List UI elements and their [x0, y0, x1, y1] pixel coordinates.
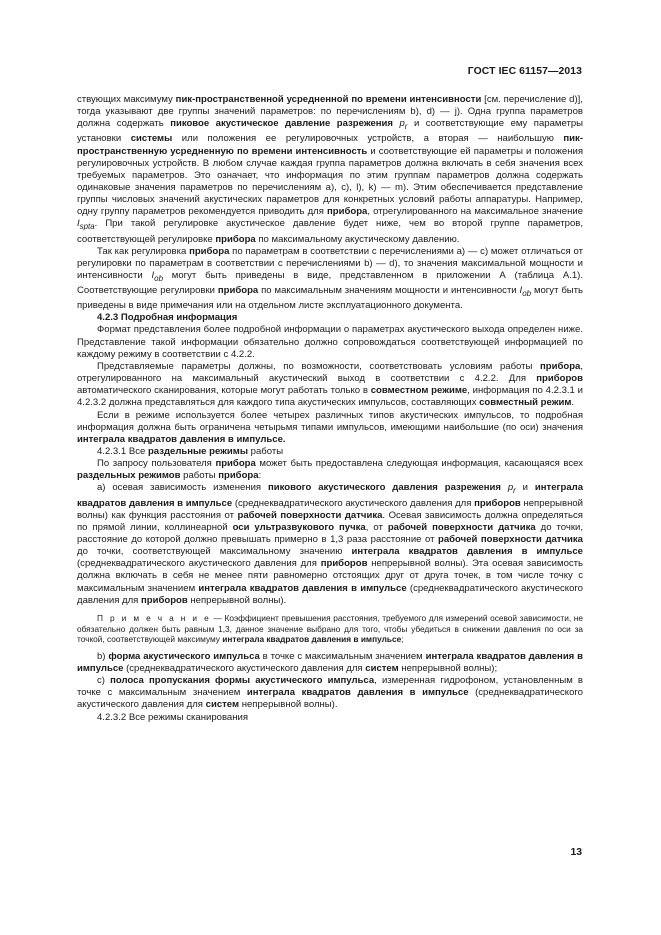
paragraph: Представляемые параметры должны, по возможности, соответствовать условиям работы прибора, отрегулированного на максимальный акустический выход в соответствии с 4.2.2. Для приборов автоматического сканирования, которые могут работать только в совместном режиме, информация по 4.2.3.1 и 4.2.3.2 должна представляться для каждого типа акустических импульсов, составляющих совместный режим. [77, 360, 583, 409]
paragraph: Формат представления более подробной информации о параметрах акустического выхода определен ниже. Представление такой информации обязательно должно сопровождаться соответствующей информацией по каждому режиму в соответствии с 4.2.2. [77, 324, 583, 360]
paragraph: Если в режиме используется более четырех различных типов акустических импульсов, то подробная информация должна быть ограничена четырьмя типами импульсов, имеющими наибольшие (по оси) значения интеграла квадратов давления в импульсе. [77, 409, 583, 445]
list-item: b) форма акустического импульса в точке с максимальным значением интеграла квадратов давления в импульсе (среднеквадратического акустического давления для систем непрерывной волны); [77, 650, 583, 674]
page-number: 13 [570, 847, 582, 858]
section-heading: 4.2.3 Подробная информация [97, 312, 238, 324]
paragraph: По запросу пользователя прибора может быть предоставлена следующая информация, касающаяся всех раздельных режимов работы прибора: [77, 458, 583, 482]
list-item: a) осевая зависимость изменения пикового акустического давления разрежения $p_r$ и интеграла квадратов давления в импульсе (среднеквадратического акустического давления для приборов непрерывной волны) как функция расстояния от рабочей поверхности датчика. Осевая зависимость должна определяться по прямой линии, коллинеарной оси ультразвукового пучка, от рабочей поверхности датчика до точки, расстояние до которой должно превышать примерно в 1,3 раза расстояние от рабочей поверхности датчика до точки, соответствующей максимальному значению интеграла квадратов давления в импульсе (среднеквадратического акустического давления для приборов непрерывной волны). Эта осевая зависимость должна включать в себя не менее пяти равномерно отстоящих друг от друга точек, в том числе точку с максимальным значением интеграла квадратов давления в импульсе (среднеквадратического акустического давления для приборов непрерывной волны). [77, 482, 584, 606]
document-body [77, 94, 583, 724]
paragraph: Так как регулировка прибора по параметрам в соответствии с перечислениями a) — c) может отличаться от регулировки по параметрам в соответствии с перечислениями b) — d), то значения максимальной мощности и интенсивности $I_{ob}$ могут быть приведены в виде, представленном в приложении А (таблица А.1). Соответствующие регулировки прибора по максимальным значениям мощности и интенсивности $I_{ob}$ могут быть приведены в виде примечания или на отдельном листе эксплуатационного документа. [77, 245, 584, 312]
paragraph: ствующих максимуму пик-пространственной усредненной по времени интенсивности [см. перечисление d)], тогда указывают две группы значений параметров: по перечислениям b), d) — j). Одна группа параметров должна содержать пиковое акустическое давление разрежения $p_r$ и соответствующие ему параметры установки системы или положения ее регулировочных устройств, а вторая — наибольшую пик-пространственную усредненную по времени интенсивность и соответствующие ей параметры и положения регулировочных устройств. В любом случае каждая группа параметров должна включать в себя значения всех требуемых параметров. Это означает, что информация по этим группам параметров должна содержать одинаковые значения параметров по перечислениям a), c), l), k) — m). Этим обеспечивается представление группы числовых значений акустических параметров для конкретных условий работы аппаратуры. Например, одну группу параметров рекомендуется приводить для прибора, отрегулированного на максимальное значение $I_{spta}$. При такой регулировке акустическое давление будет ниже, чем во второй группе параметров, соответствующей регулировке прибора по максимальному акустическому давлению. [77, 94, 584, 245]
list-item: c) полоса пропускания формы акустического импульса, измеренная гидрофоном, установленным в точке с максимальным значением интеграла квадратов давления в импульсе (среднеквадратического акустического давления для систем непрерывной волны). [77, 675, 584, 711]
subsection-heading: 4.2.3.1 Все раздельные режимы работы [97, 446, 284, 457]
page-header-standard: ГОСТ IEC 61157—2013 [467, 66, 582, 77]
subsection-heading: 4.2.3.2 Все режимы сканирования [97, 711, 249, 723]
note: П р и м е ч а н и е — Коэффициент превышения расстояния, требуемого для измерений осевой зависимости, не обязательно должен быть равным 1,3, данное значение выбрано для того, чтобы убедиться в снижении давления по оси за точкой, соответствующей максимуму интеграла квадратов давления в импульсе; [77, 612, 583, 645]
